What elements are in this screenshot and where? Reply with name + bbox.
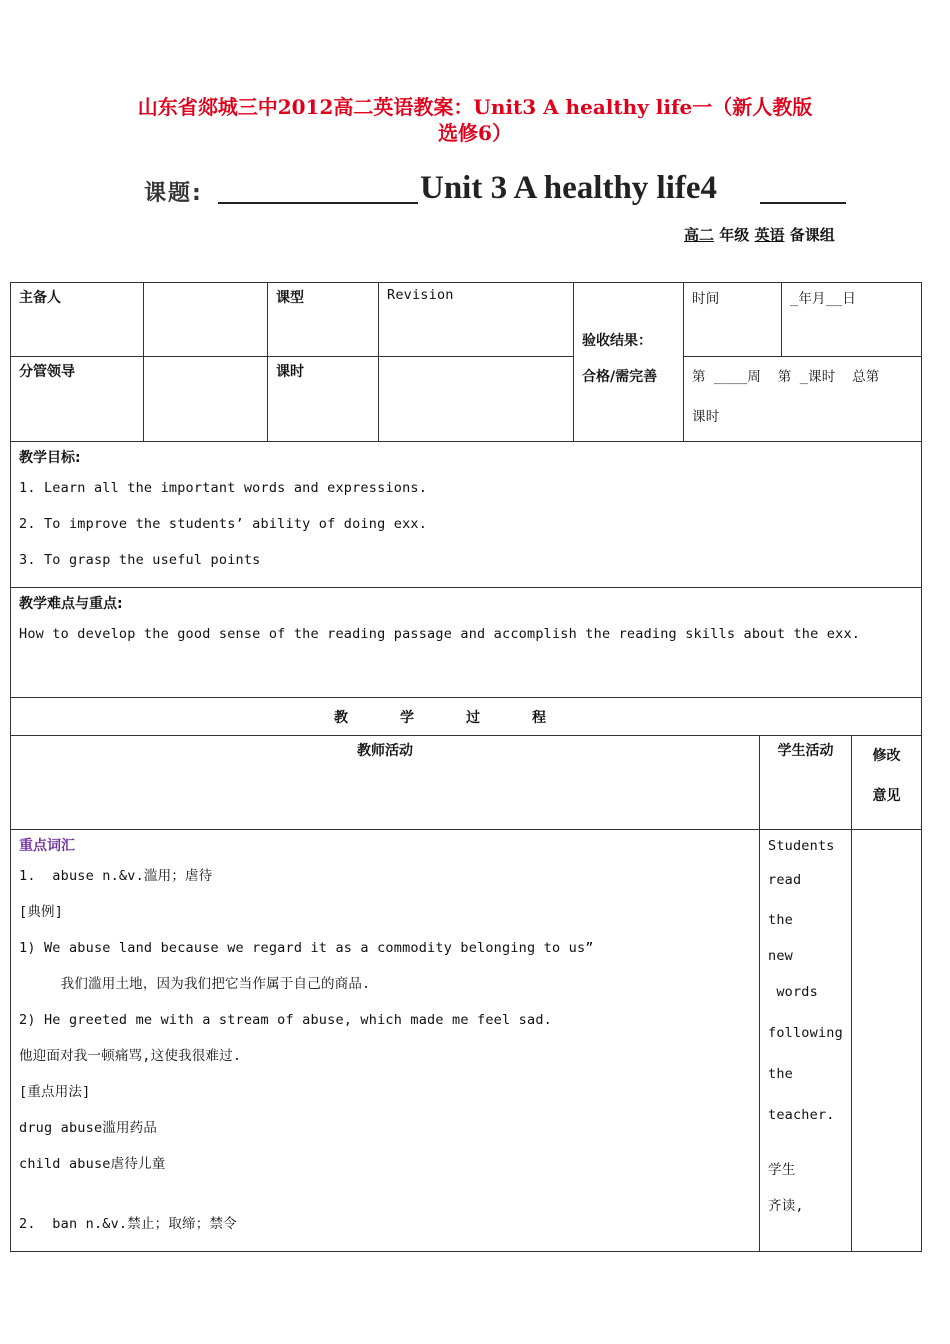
check-result-cell (574, 283, 684, 442)
grade-level: 高二 (684, 226, 715, 244)
period-label: 课时 (268, 357, 379, 442)
student-line: read (768, 872, 802, 888)
student-spacer (768, 1138, 843, 1152)
date-value: _年月__日 (782, 283, 922, 357)
student-line: following (768, 1025, 843, 1041)
vocab-line: [典例] (19, 904, 64, 920)
revise-content (852, 830, 922, 1252)
student-line: words (768, 984, 818, 1000)
student-line: teacher. (768, 1107, 835, 1123)
revise-header (852, 736, 922, 830)
vocab-line: [重点用法] (19, 1084, 91, 1100)
document-title (60, 94, 890, 146)
student-line: 学生 (768, 1162, 796, 1178)
topic-banner (140, 168, 860, 214)
grade-subject: 英语 (754, 226, 785, 244)
student-activity-header: 学生活动 (760, 736, 852, 830)
grade-line (684, 224, 835, 245)
type-label: 课型 (268, 283, 379, 357)
lesson-plan-table (10, 282, 922, 1252)
week-cell (684, 357, 922, 442)
title-line-1: 山东省郯城三中2012高二英语教案：Unit3 A healthy life一（新人教版 (137, 95, 813, 119)
objective-item: 2. To improve the students’ ability of doing exx. (19, 516, 428, 532)
difficulties-cell (11, 588, 922, 698)
objective-item: 3. To grasp the useful points (19, 552, 261, 568)
time-label: 时间 (684, 283, 782, 357)
vocab-line: 1. abuse n.&v.滥用；虐待 (19, 868, 213, 884)
student-line: 齐读, (768, 1198, 804, 1214)
check-label: 验收结果： (582, 333, 652, 349)
revise-header-line2: 意见 (872, 788, 901, 804)
difficulties-text: How to develop the good sense of the reading passage and accomplish the reading skills about the exx. (19, 626, 861, 642)
preparer-value (144, 283, 268, 357)
topic-underline-left (218, 202, 418, 204)
process-heading-cell (11, 698, 922, 736)
student-line: the (768, 912, 793, 928)
difficulties-heading: 教学难点与重点: (19, 596, 123, 612)
grade-group: 备课组 (789, 226, 835, 244)
vocab-line: child abuse虐待儿童 (19, 1156, 166, 1172)
vocab-line: drug abuse滥用药品 (19, 1120, 158, 1136)
student-activity-content (760, 830, 852, 1252)
vocab-line: 他迎面对我一顿痛骂,这使我很难过. (19, 1048, 242, 1064)
objective-item: 1. Learn all the important words and expressions. (19, 480, 428, 496)
vocab-line: 2. ban n.&v.禁止；取缔；禁令 (19, 1216, 237, 1232)
title-line-2: 选修6） (438, 121, 512, 145)
vocab-section-heading: 重点词汇 (19, 838, 75, 854)
topic-text: Unit 3 A healthy life4 (420, 170, 718, 206)
topic-label: 课题: (144, 181, 203, 206)
process-heading: 教学过程 (334, 709, 598, 726)
type-value: Revision (379, 283, 574, 357)
vocab-line: 2) He greeted me with a stream of abuse, which made me feel sad. (19, 1012, 552, 1028)
objectives-heading: 教学目标: (19, 450, 81, 466)
leader-label: 分管领导 (11, 357, 144, 442)
vocab-line: 1) We abuse land because we regard it as a commodity belonging to us” (19, 940, 594, 956)
revise-header-line1: 修改 (872, 748, 901, 764)
vocab-line: 我们滥用土地，因为我们把它当作属于自己的商品. (19, 976, 371, 992)
week-line: 第 ____周 第 _课时 总第 (692, 369, 880, 385)
teacher-activity-header: 教师活动 (11, 736, 760, 830)
leader-value (144, 357, 268, 442)
student-line: the (768, 1066, 793, 1082)
preparer-label: 主备人 (11, 283, 144, 357)
teacher-activity-content (11, 830, 760, 1252)
period-value (379, 357, 574, 442)
week-line-2: 课时 (692, 409, 720, 425)
check-options: 合格/需完善 (582, 369, 658, 385)
student-line: Students (768, 838, 835, 854)
student-line: new (768, 948, 793, 964)
topic-underline-right (760, 202, 846, 204)
grade-word: 年级 (719, 226, 750, 244)
objectives-cell (11, 442, 922, 588)
vocab-spacer (19, 1182, 751, 1206)
